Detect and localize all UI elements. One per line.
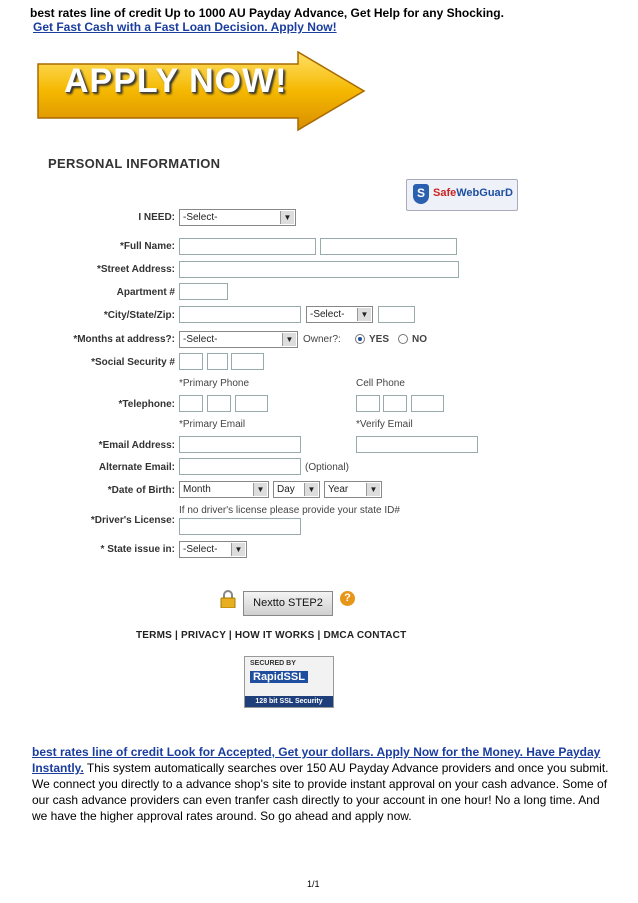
- city-state-zip-label: *City/State/Zip:: [103, 310, 175, 321]
- last-name-input[interactable]: [320, 238, 457, 255]
- badge-text-a: Safe: [433, 187, 457, 199]
- alt-email-label: Alternate Email:: [98, 462, 175, 473]
- primary-email-caption: *Primary Email: [179, 419, 246, 430]
- owner-no-radio[interactable]: [398, 334, 408, 344]
- zip-input[interactable]: [378, 306, 415, 323]
- ssl-strength: 128 bit SSL Security: [245, 696, 333, 707]
- state-issue-select[interactable]: [179, 541, 247, 558]
- footer-links: TERMS | PRIVACY | HOW IT WORKS | DMCA CONTACT: [136, 630, 407, 641]
- ssl-secured-by: SECURED BY: [250, 660, 296, 667]
- body-link[interactable]: best rates line of credit Look for Accepted, Get your dollars. Apply Now for the Money. Have Payday Instantly.: [32, 745, 601, 775]
- page-title: best rates line of credit Up to 1000 AU Payday Advance, Get Help for any Shocking.: [30, 6, 504, 20]
- apply-now-label: APPLY NOW!: [64, 62, 288, 100]
- dob-month-select[interactable]: [179, 481, 269, 498]
- cell-phone-caption: Cell Phone: [356, 378, 405, 389]
- optional-note: (Optional): [305, 462, 349, 473]
- body-paragraph: [32, 744, 612, 824]
- telephone-label: *Telephone:: [118, 399, 175, 410]
- how-it-works-link[interactable]: HOW IT WORKS: [234, 630, 315, 641]
- ssn-part2-input[interactable]: [207, 353, 228, 370]
- ssn-part3-input[interactable]: [231, 353, 264, 370]
- license-note: If no driver's license please provide your state ID#: [179, 505, 400, 516]
- chevron-down-icon: ▼: [357, 308, 371, 321]
- dmca-contact-link[interactable]: DMCA CONTACT: [323, 630, 407, 641]
- next-step-button[interactable]: Nextto STEP2: [243, 591, 333, 616]
- cell-prefix-input[interactable]: [383, 395, 407, 412]
- dob-month-value: Month: [183, 484, 211, 495]
- safewebguard-badge: [406, 179, 518, 211]
- dob-day-select[interactable]: [273, 481, 320, 498]
- street-input[interactable]: [179, 261, 459, 278]
- shield-icon: S: [413, 184, 429, 204]
- chevron-down-icon: ▼: [253, 483, 267, 496]
- license-input[interactable]: [179, 518, 301, 535]
- state-issue-label: * State issue in:: [100, 544, 175, 555]
- i-need-value: -Select-: [183, 212, 218, 223]
- dob-label: *Date of Birth:: [107, 485, 175, 496]
- months-value: -Select-: [183, 334, 218, 345]
- dob-day-value: Day: [277, 484, 295, 495]
- chevron-down-icon: ▼: [231, 543, 245, 556]
- body-text: This system automatically searches over 150 AU Payday Advance providers and once you submit. We connect you directly to a advance shop's site to provide instant approval on your cash advance. Some of our cash advance providers can even tranfer cash directly to your account in one hour! No a long time. And we have the higher approval rates around. So go ahead and apply now.: [32, 761, 609, 823]
- email-label: *Email Address:: [98, 440, 175, 451]
- dob-year-select[interactable]: [324, 481, 382, 498]
- verify-email-caption: *Verify Email: [356, 419, 413, 430]
- badge-text-b: WebGuarD: [456, 187, 513, 199]
- chevron-down-icon: ▼: [282, 333, 296, 346]
- form-title: PERSONAL INFORMATION: [48, 156, 221, 171]
- chevron-down-icon: ▼: [304, 483, 318, 496]
- owner-label: Owner?:: [303, 334, 341, 345]
- lock-icon: [220, 590, 236, 608]
- verify-email-input[interactable]: [356, 436, 478, 453]
- chevron-down-icon: ▼: [366, 483, 380, 496]
- phone-area-input[interactable]: [179, 395, 203, 412]
- months-select[interactable]: [179, 331, 298, 348]
- alt-email-input[interactable]: [179, 458, 301, 475]
- page-number: 1/1: [307, 879, 320, 889]
- street-label: *Street Address:: [97, 264, 175, 275]
- apartment-input[interactable]: [179, 283, 228, 300]
- phone-line-input[interactable]: [235, 395, 268, 412]
- months-label: *Months at address?:: [73, 334, 175, 345]
- chevron-down-icon: ▼: [280, 211, 294, 224]
- ssn-label: *Social Security #: [91, 357, 175, 368]
- ssl-brand: RapidSSL: [250, 671, 308, 683]
- owner-yes-label: YES: [369, 334, 390, 345]
- help-icon[interactable]: ?: [340, 591, 355, 606]
- apply-now-button[interactable]: [36, 50, 366, 132]
- primary-phone-caption: *Primary Phone: [179, 378, 250, 389]
- dob-year-value: Year: [328, 484, 349, 495]
- city-input[interactable]: [179, 306, 301, 323]
- privacy-link[interactable]: PRIVACY: [180, 630, 226, 641]
- ssn-part1-input[interactable]: [179, 353, 203, 370]
- terms-link[interactable]: TERMS: [136, 630, 172, 641]
- email-input[interactable]: [179, 436, 301, 453]
- state-issue-value: -Select-: [183, 544, 218, 555]
- i-need-select[interactable]: [179, 209, 296, 226]
- apartment-label: Apartment #: [116, 287, 175, 298]
- state-select[interactable]: [306, 306, 373, 323]
- owner-no-label: NO: [412, 334, 427, 345]
- owner-yes-radio[interactable]: [355, 334, 365, 344]
- rapidssl-badge: [244, 656, 334, 708]
- phone-prefix-input[interactable]: [207, 395, 231, 412]
- state-value: -Select-: [310, 309, 345, 320]
- header-link[interactable]: Get Fast Cash with a Fast Loan Decision. Apply Now!: [33, 20, 337, 34]
- cell-area-input[interactable]: [356, 395, 380, 412]
- license-label: *Driver's License:: [90, 515, 175, 526]
- i-need-label: I NEED:: [138, 212, 175, 223]
- cell-line-input[interactable]: [411, 395, 444, 412]
- full-name-label: *Full Name:: [119, 241, 175, 252]
- first-name-input[interactable]: [179, 238, 316, 255]
